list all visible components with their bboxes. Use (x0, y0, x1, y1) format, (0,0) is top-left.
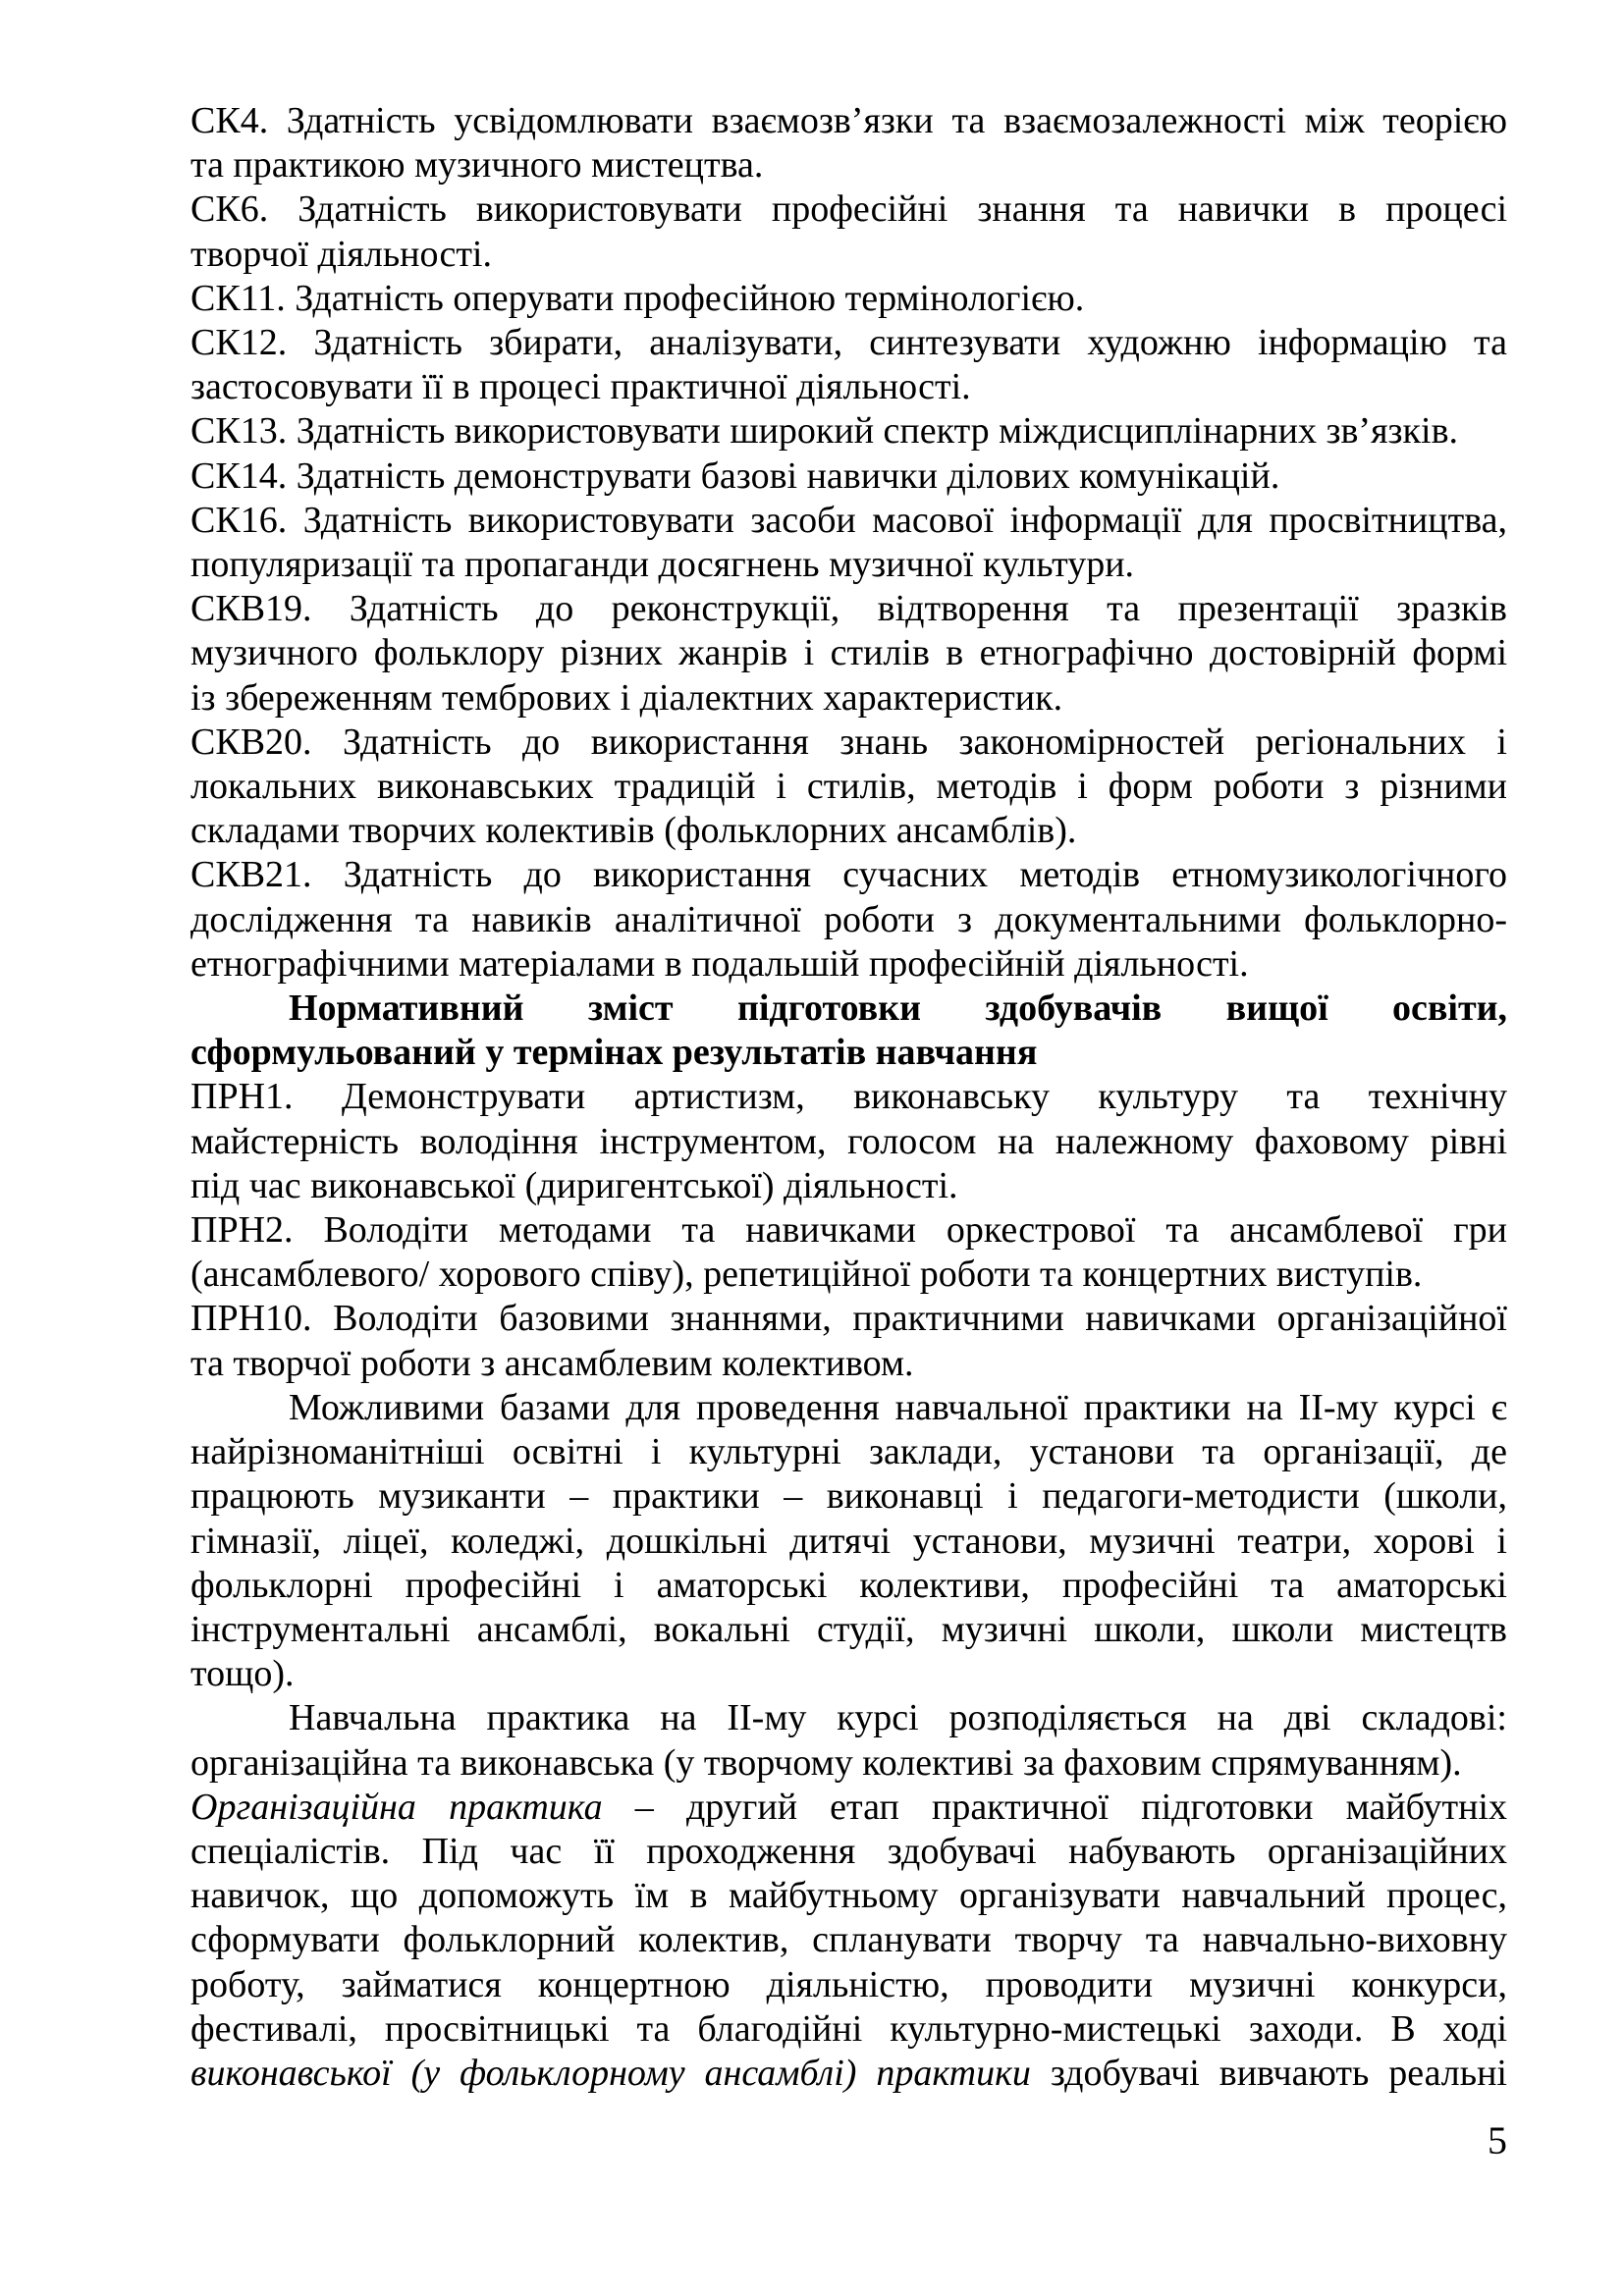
text-line: із збереженням тембрових і діалектних характеристик. (190, 676, 1063, 719)
text-line: дослідження та навиків аналітичної роботи з документальними фольклорно- (190, 898, 1507, 940)
text-line: локальних виконавських традицій і стилів, методів і форм роботи з різними (190, 766, 1507, 808)
text-line: популяризації та пропаганди досягнень музичної культури. (190, 544, 1135, 586)
text-line: (ансамблевого/ хорового співу), репетиційної роботи та концертних виступів. (190, 1254, 1423, 1296)
text-block (190, 99, 1507, 2096)
text-line: складами творчих колективів (фольклорних ансамблів). (190, 810, 1077, 852)
text-line: СКВ21. Здатність до використання сучасних методів етномузикологічного (190, 854, 1507, 896)
text-line: спеціалістів. Під час її проходження здобувачі набувають організаційних (190, 1830, 1507, 1872)
text-line: Можливими базами для проведення навчальної практики на ІІ-му курсі є (289, 1386, 1507, 1428)
text-line: сформульований у термінах результатів навчання (190, 1032, 1038, 1074)
text-line: під час виконавської (диригентської) діяльності. (190, 1164, 958, 1206)
text-line: фольклорні професійні і аматорські колективи, професійні та аматорські (190, 1564, 1507, 1606)
text-line: сформувати фольклорний колектив, спланувати творчу та навчально-виховну (190, 1919, 1507, 1961)
text-line: СКВ20. Здатність до використання знань закономірностей регіональних і (190, 721, 1507, 763)
italic-text: Організаційна практика (190, 1786, 603, 1828)
text-line: СК16. Здатність використовувати засоби масової інформації для просвітництва, (190, 499, 1507, 541)
text-line: ПРН2. Володіти методами та навичками оркестрової та ансамблевої гри (190, 1209, 1507, 1252)
text-line: тощо). (190, 1653, 295, 1695)
text-line: СК13. Здатність використовувати широкий спектр міждисциплінарних зв’язків. (190, 410, 1459, 453)
text-line: працюють музиканти – практики – виконавці і педагоги-методисти (школи, (190, 1475, 1507, 1518)
text-line: етнографічними матеріалами в подальшій професійній діяльності. (190, 942, 1249, 985)
text-line: майстерність володіння інструментом, голосом на належному фаховому рівні (190, 1120, 1507, 1162)
text-line: СКВ19. Здатність до реконструкції, відтворення та презентації зразків (190, 588, 1507, 630)
italic-text: виконавської (у фольклорному ансамблі) практики (190, 2052, 1031, 2094)
text-line: застосовувати її в процесі практичної діяльності. (190, 366, 971, 408)
page-number: 5 (1488, 2118, 1507, 2163)
text-line: фестивалі, просвітницькі та благодійні культурно-мистецькі заходи. В ході (190, 2007, 1507, 2050)
regular-text: – другий етап практичної підготовки майбутніх (602, 1786, 1507, 1828)
text-line: ПРН10. Володіти базовими знаннями, практичними навичками організаційної (190, 1298, 1507, 1340)
text-line: СК12. Здатність збирати, аналізувати, синтезувати художню інформацію та (190, 322, 1507, 364)
text-line: Нормативний зміст підготовки здобувачів вищої освіти, (289, 988, 1507, 1030)
text-line: організаційна та виконавська (у творчому колективі за фаховим спрямуванням). (190, 1741, 1462, 1784)
regular-text: здобувачі вивчають реальні (1030, 2052, 1507, 2094)
text-line (190, 1786, 1507, 1830)
text-line: СК6. Здатність використовувати професійні знання та навички в процесі (190, 188, 1507, 231)
text-line: СК4. Здатність усвідомлювати взаємозв’язки та взаємозалежності між теорією (190, 100, 1507, 141)
text-line (190, 2052, 1507, 2096)
text-line: роботу, займатися концертною діяльністю, проводити музичні конкурси, (190, 1963, 1507, 2005)
text-line: інструментальні ансамблі, вокальні студії, музичні школи, школи мистецтв (190, 1608, 1507, 1650)
text-line: СК11. Здатність оперувати професійною термінологією. (190, 277, 1085, 319)
text-line: СК14. Здатність демонструвати базові навички ділових комунікацій. (190, 454, 1280, 497)
text-line: музичного фольклору різних жанрів і стилів в етнографічно достовірній формі (190, 632, 1507, 674)
text-line: Навчальна практика на ІІ-му курсі розподіляється на дві складові: (289, 1697, 1507, 1739)
text-line: творчої діяльності. (190, 233, 492, 275)
text-line: навичок, що допоможуть їм в майбутньому організувати навчальний процес, (190, 1875, 1507, 1917)
text-line: та творчої роботи з ансамблевим колективом. (190, 1342, 914, 1384)
text-line: найрізноманітніші освітні і культурні заклади, установи та організації, де (190, 1431, 1507, 1473)
text-line: гімназії, ліцеї, коледжі, дошкільні дитячі установи, музичні театри, хорові і (190, 1520, 1507, 1562)
text-line: та практикою музичного мистецтва. (190, 144, 764, 187)
text-line: ПРН1. Демонструвати артистизм, виконавську культуру та технічну (190, 1076, 1507, 1118)
